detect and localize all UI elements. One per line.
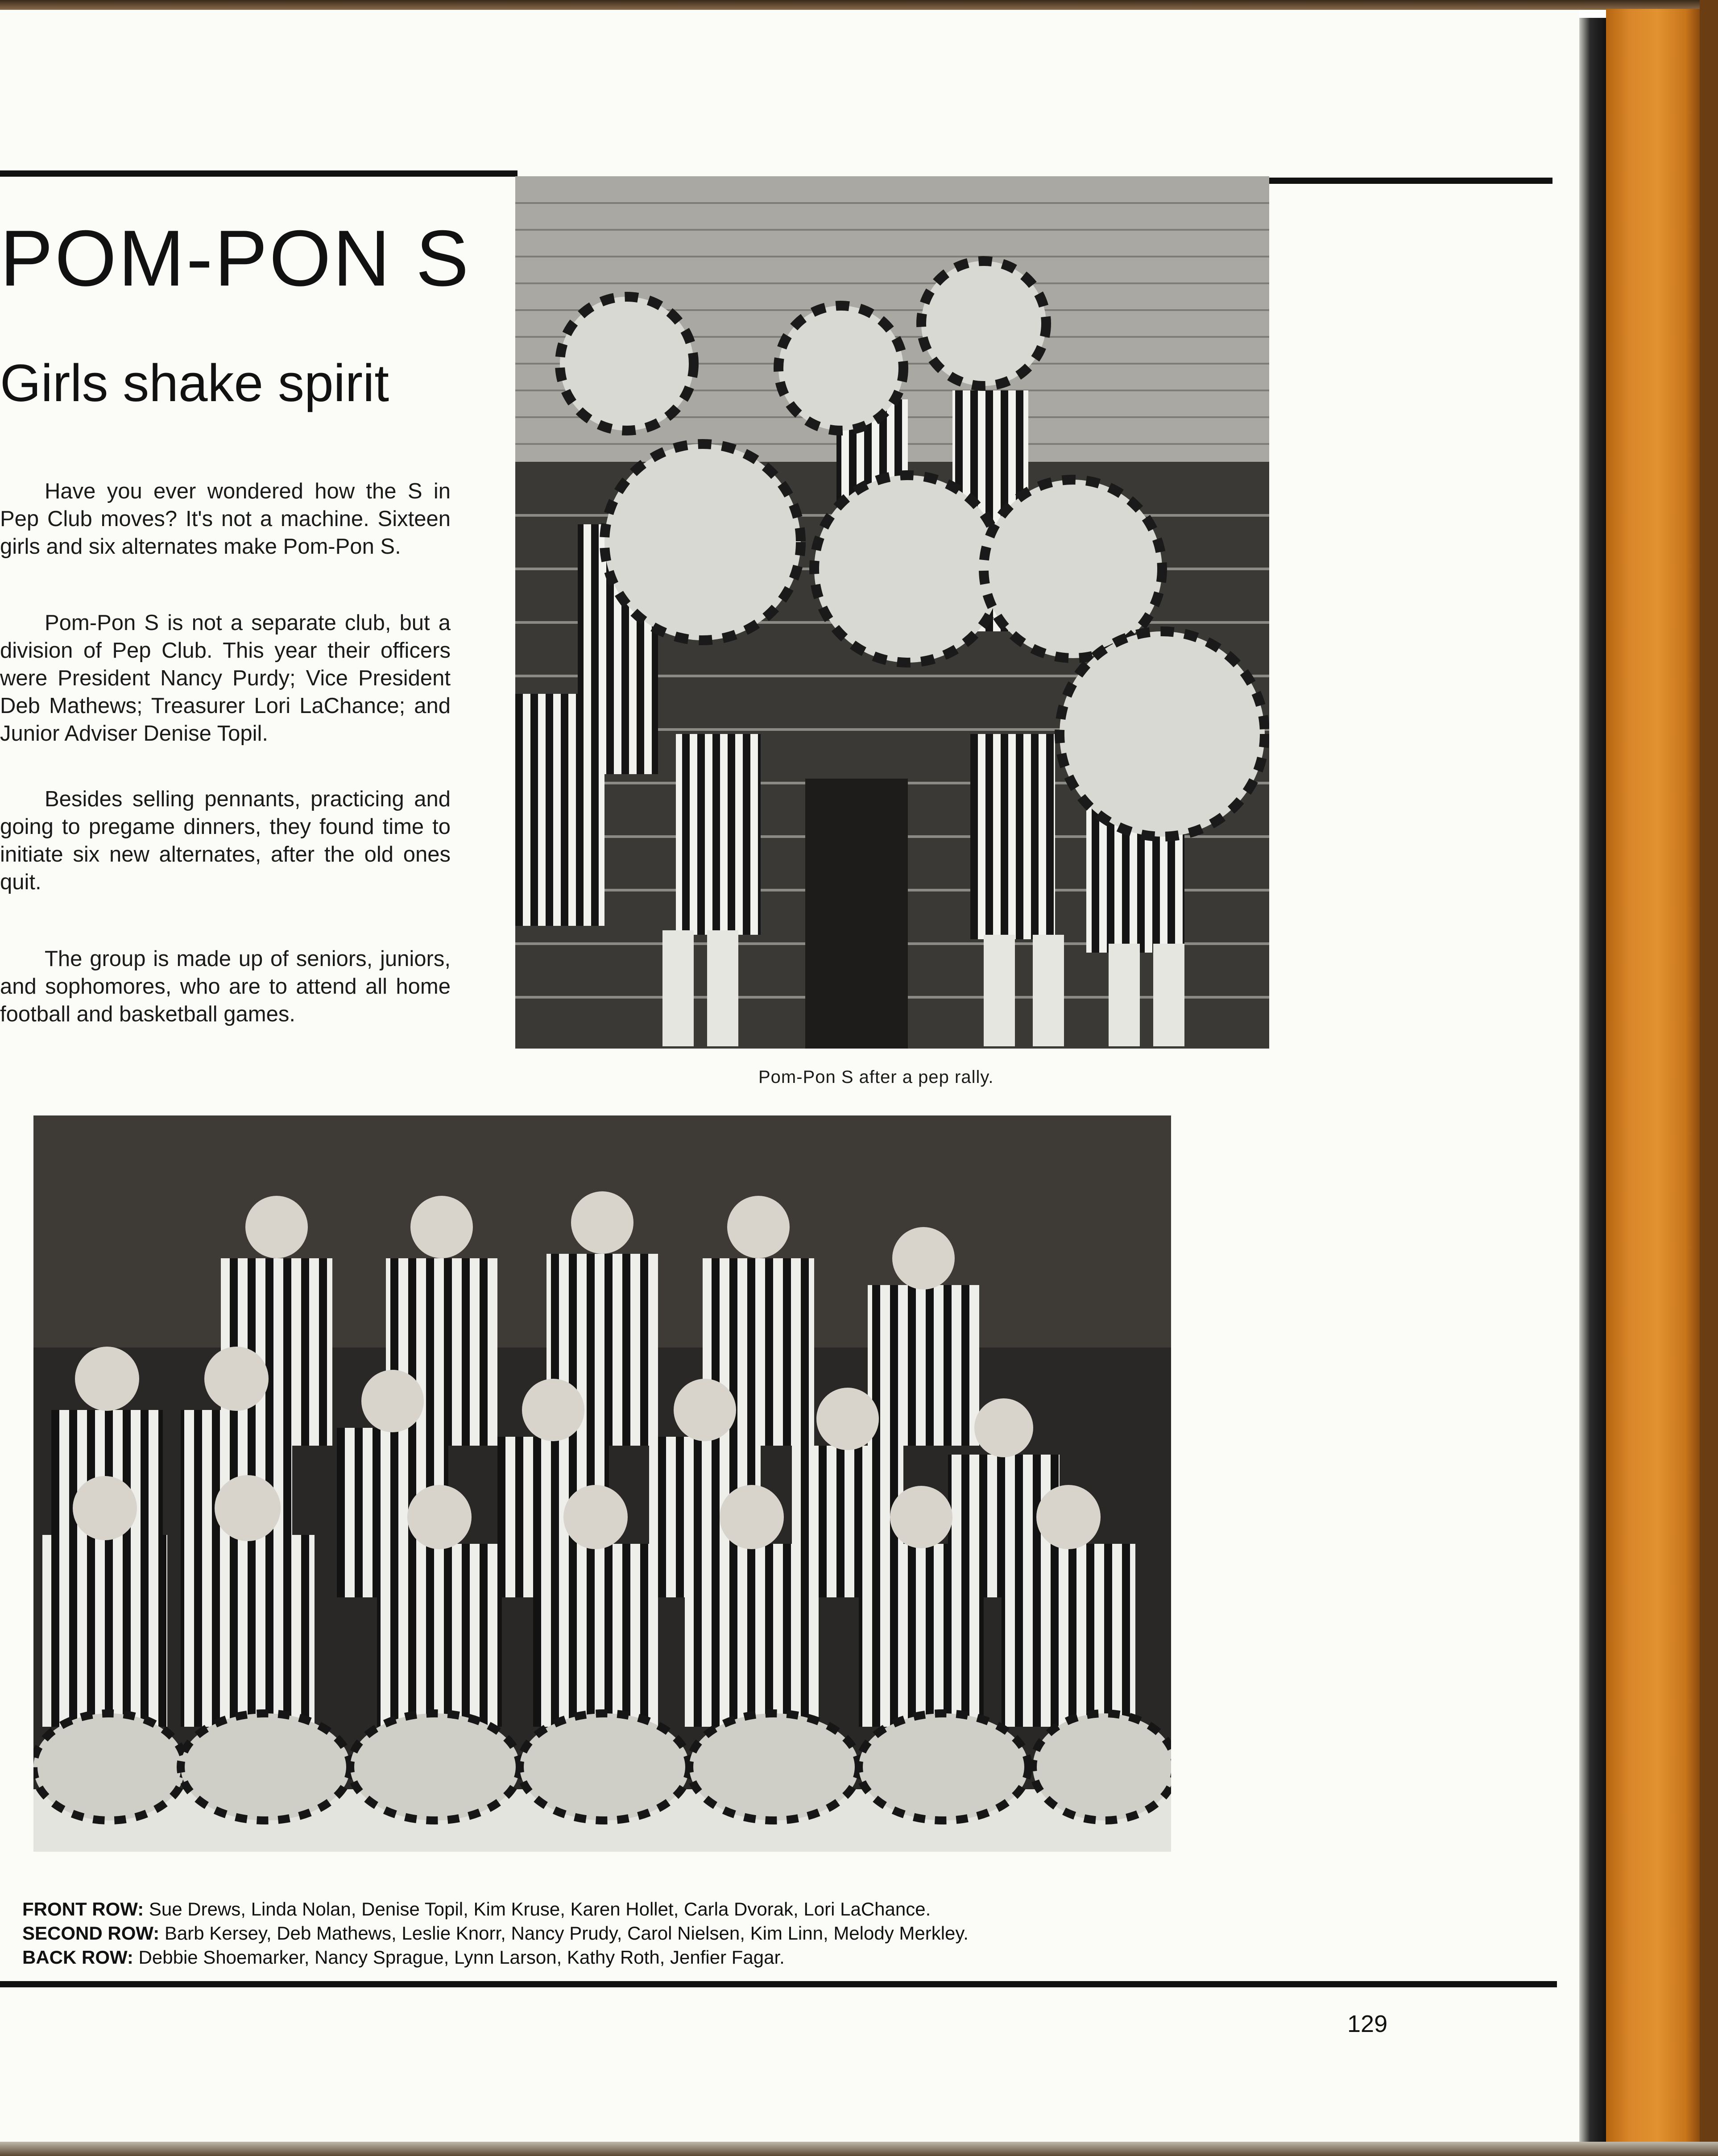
page-subtitle: Girls shake spirit [0,354,389,413]
group-photo-names [22,1897,1182,1969]
page-number: 129 [1347,2011,1388,2037]
book-bottom-edge [0,2142,1718,2156]
page-title: POM-PON S [0,214,471,303]
group-photo [33,1115,1171,1852]
pep-rally-photo-image [515,176,1269,1049]
article-paragraph-1: Have you ever wondered how the S in Pep Club moves? It's not a machine. Sixteen girls and six alternates make Pom-Pon S. [0,479,451,559]
top-rule-left [0,170,517,177]
pep-rally-caption: Pom-Pon S after a pep rally. [758,1067,994,1087]
back-row-line [22,1945,1182,1969]
book-cover-edge [1606,9,1700,2142]
book-top-edge [0,0,1718,10]
book-cover-outer [1700,0,1718,2156]
article-paragraph-3: Besides selling pennants, practicing and going to pregame dinners, they found time to initiate six new alternates, after the old ones quit. [0,787,451,894]
article-paragraph-4: The group is made up of seniors, juniors, and sophomores, who are to attend all home football and basketball games. [0,947,451,1026]
front-row-names: Sue Drews, Linda Nolan, Denise Topil, Kim Kruse, Karen Hollet, Carla Dvorak, Lori LaChance. [149,1899,931,1920]
front-row-label: FRONT ROW: [22,1899,144,1920]
group-photo-image [33,1115,1171,1852]
pep-rally-photo [515,176,1269,1049]
back-row-label: BACK ROW: [22,1947,133,1968]
book-gutter [1579,18,1606,2142]
top-rule-right [1267,178,1552,184]
back-row-names: Debbie Shoemarker, Nancy Sprague, Lynn Larson, Kathy Roth, Jenfier Fagar. [138,1947,785,1968]
article-paragraph-2: Pom-Pon S is not a separate club, but a division of Pep Club. This year their officers were President Nancy Purdy; Vice President Deb Mathews; Treasurer Lori LaChance; and Junior Adviser Denise Topil. [0,611,451,746]
front-row-line [22,1897,1182,1921]
second-row-names: Barb Kersey, Deb Mathews, Leslie Knorr, Nancy Prudy, Carol Nielsen, Kim Linn, Melody Merkley. [164,1923,969,1944]
second-row-label: SECOND ROW: [22,1923,160,1944]
second-row-line [22,1921,1182,1945]
bottom-rule [0,1981,1557,1987]
